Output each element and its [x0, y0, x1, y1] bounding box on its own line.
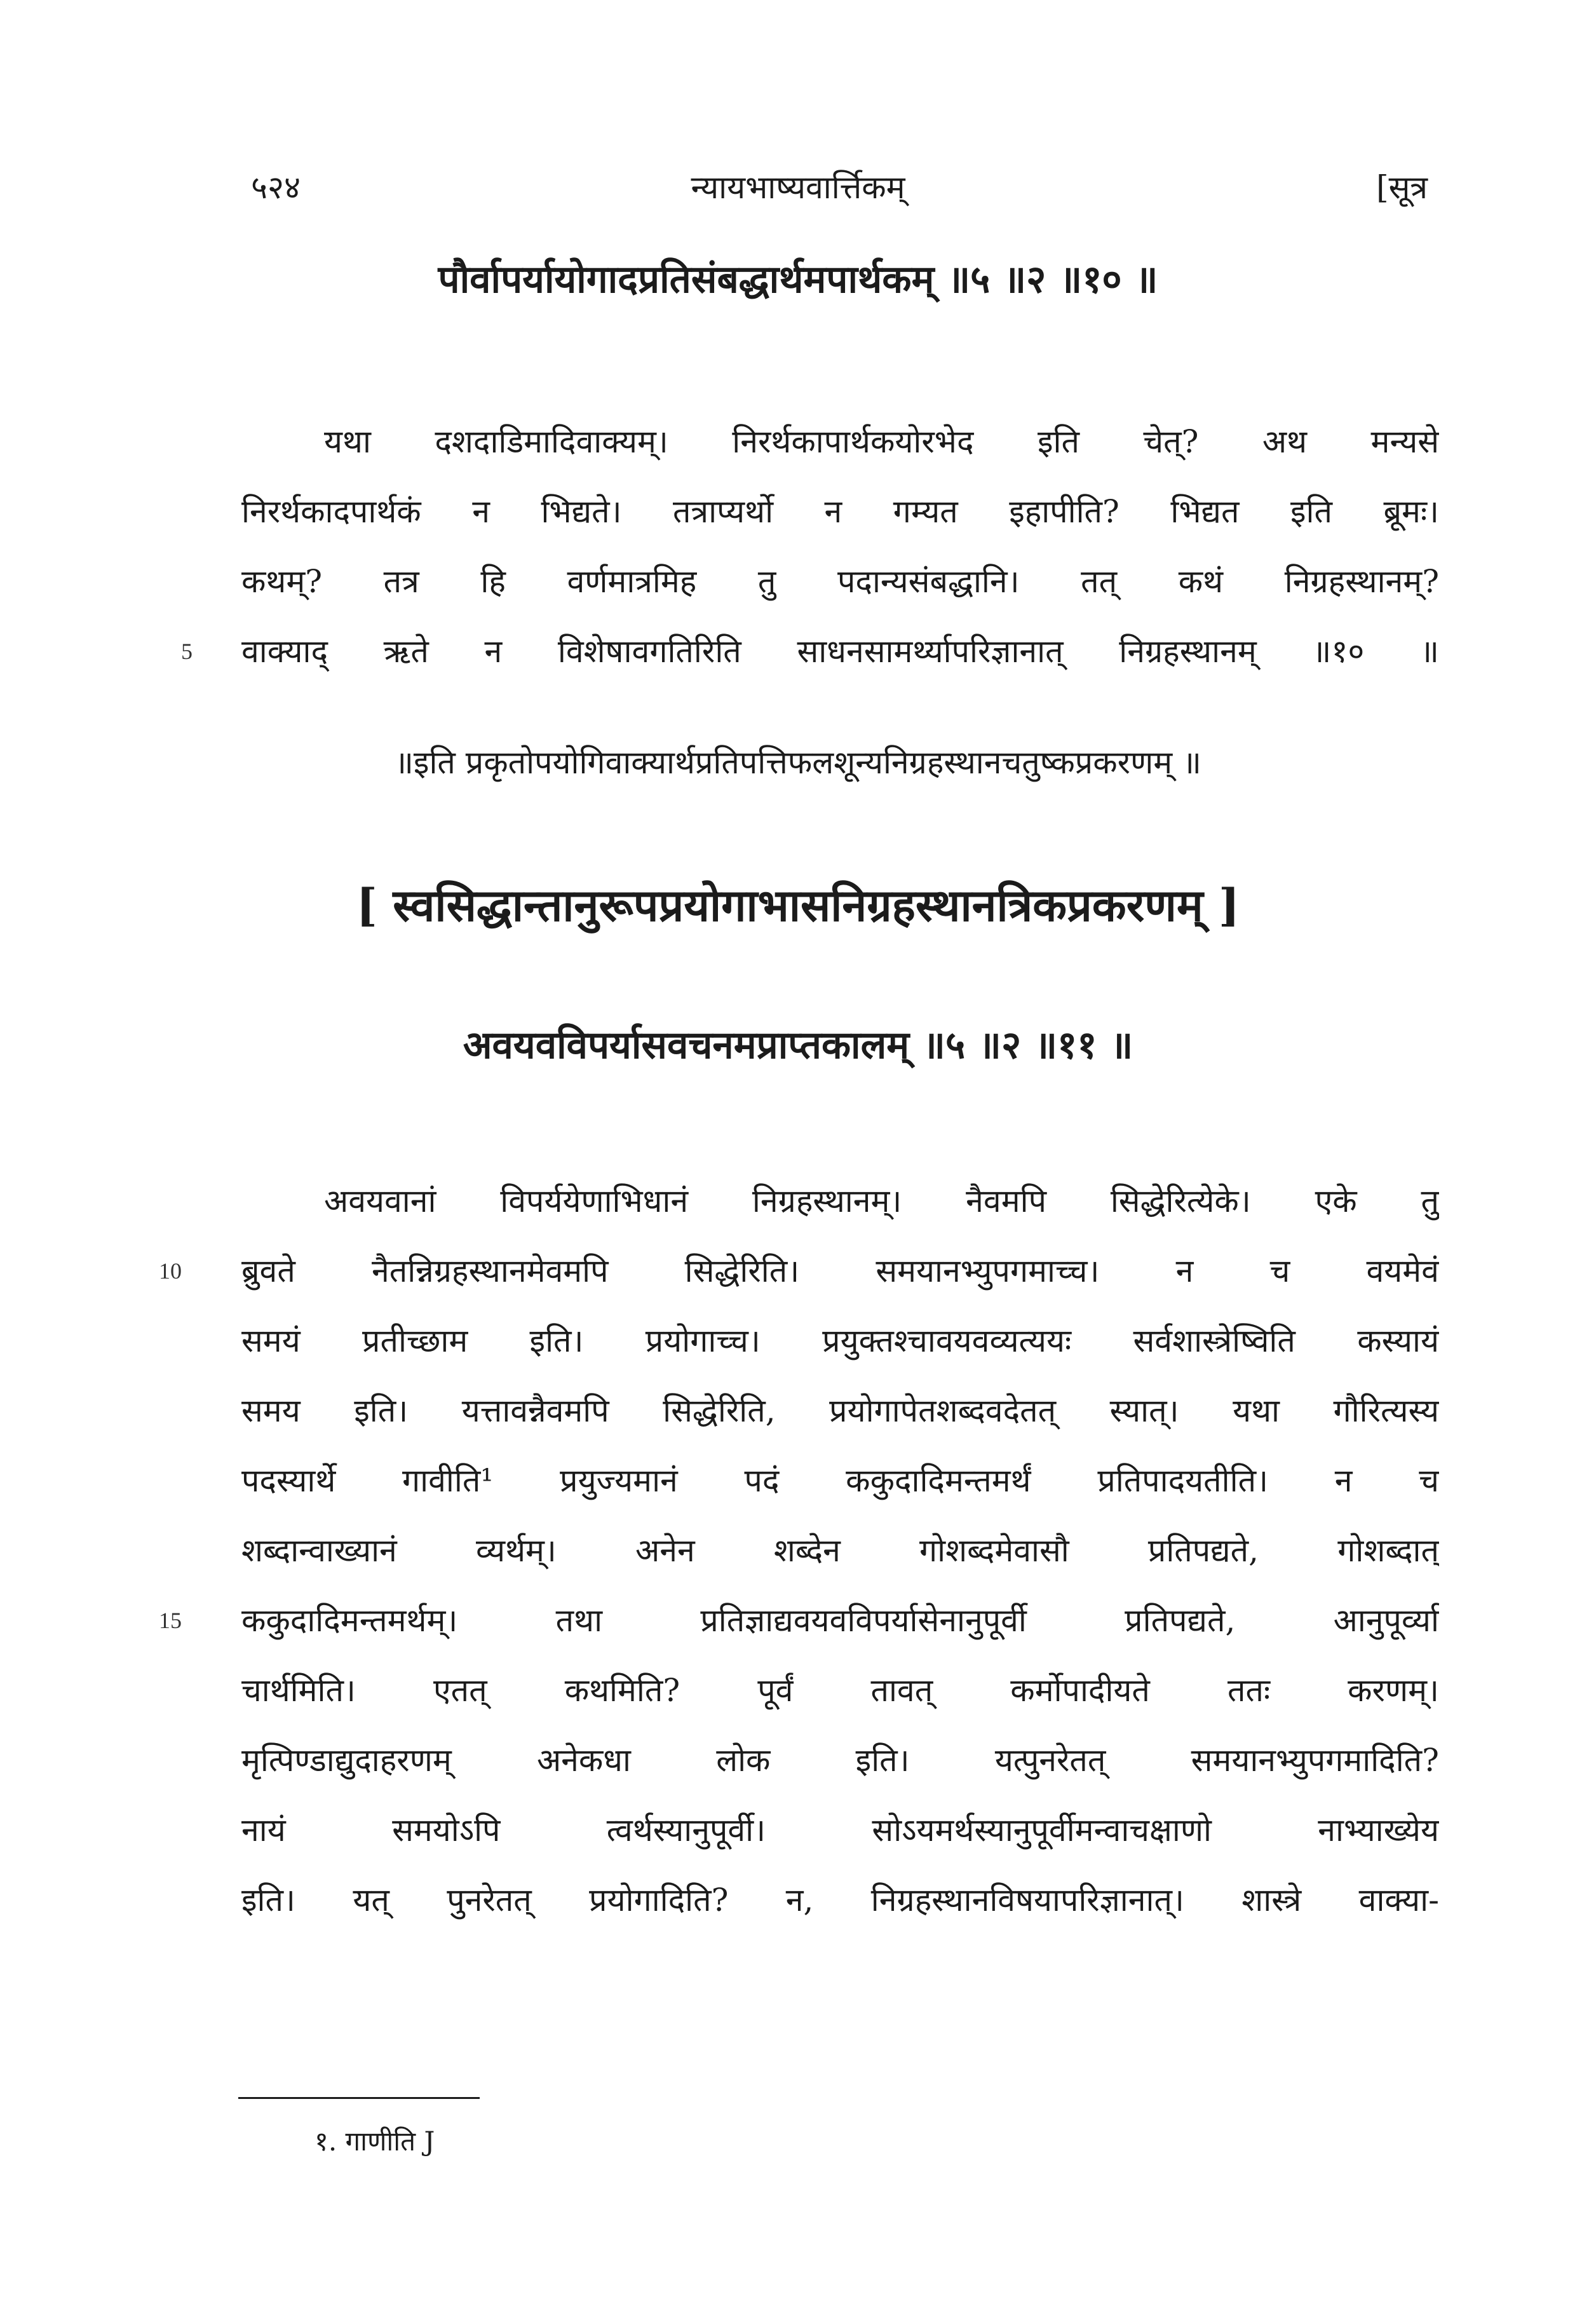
- text-line: कथम्? तत्र हि वर्णमात्रमिह तु पदान्यसंबद्धानि। तत् कथं निग्रहस्थानम्?: [241, 563, 1439, 600]
- text-line: निरर्थकादपार्थकं न भिद्यते। तत्राप्यर्थो न गम्यत इहापीति? भिद्यत इति ब्रूमः।: [241, 493, 1439, 530]
- sutra-heading-10: पौर्वापर्यायोगादप्रतिसंबद्धार्थमपार्थकम् ॥५ ॥२ ॥१० ॥: [438, 257, 1158, 302]
- text-line: वाक्याद् ऋते न विशेषावगतिरिति साधनसामर्थ्यापरिज्ञानात् निग्रहस्थानम् ॥१० ॥: [241, 633, 1439, 670]
- section-title: [ स्वसिद्धान्तानुरूपप्रयोगाभासनिग्रहस्थानत्रिकप्रकरणम् ]: [356, 879, 1240, 932]
- text-line: समय इति। यत्तावन्नैवमपि सिद्धेरिति, प्रयोगापेतशब्दवदेतत् स्यात्। यथा गौरित्यस्य: [241, 1392, 1439, 1429]
- text-line: शब्दान्वाख्यानं व्यर्थम्। अनेन शब्देन गोशब्दमेवासौ प्रतिपद्यते, गोशब्दात्: [241, 1532, 1439, 1569]
- commentary-paragraph-1: [241, 407, 1439, 686]
- footnote-rule: [238, 2097, 480, 2099]
- commentary-paragraph-2: [241, 1166, 1439, 1935]
- running-head: [0, 162, 1596, 213]
- text-line: अवयवानां विपर्ययेणाभिधानं निग्रहस्थानम्। नैवमपि सिद्धेरित्येके। एके तु: [324, 1183, 1439, 1219]
- text-line: ब्रुवते नैतन्निग्रहस्थानमेवमपि सिद्धेरिति। समयानभ्युपगमाच्च। न च वयमेवं: [241, 1253, 1439, 1289]
- text-line: इति। यत् पुनरेतत् प्रयोगादिति? न, निग्रहस्थानविषयापरिज्ञानात्। शास्त्रे वाक्या-: [241, 1882, 1439, 1918]
- colophon: ॥इति प्रकृतोपयोगिवाक्यार्थप्रतिपत्तिफलशून्यनिग्रहस्थानचतुष्कप्रकरणम् ॥: [394, 744, 1202, 781]
- text-line: पदस्यार्थे गावीति¹ प्रयुज्यमानं पदं ककुदादिमन्तमर्थं प्रतिपादयतीति। न च: [241, 1462, 1439, 1499]
- sutra-heading-11: अवयवविपर्यासवचनमप्राप्तकालम् ॥५ ॥२ ॥११ ॥: [463, 1023, 1133, 1068]
- text-line: समयं प्रतीच्छाम इति। प्रयोगाच्च। प्रयुक्तश्चावयवव्यत्ययः सर्वशास्त्रेष्विति कस्यायं: [241, 1322, 1439, 1359]
- line-number: 15: [159, 1608, 182, 1633]
- text-line: यथा दशदाडिमादिवाक्यम्। निरर्थकापार्थकयोरभेद इति चेत्? अथ मन्यसे: [324, 423, 1439, 460]
- footnote: १. गाणीति J: [314, 2126, 435, 2157]
- text-line: नायं समयोऽपि त्वर्थस्यानुपूर्वी। सोऽयमर्थस्यानुपूर्वीमन्वाचक्षाणो नाभ्याख्येय: [241, 1812, 1439, 1849]
- text-line: चार्थमिति। एतत् कथमिति? पूर्वं तावत् कर्मोपादीयते ततः करणम्।: [241, 1672, 1439, 1709]
- page-number: ५२४: [251, 169, 301, 206]
- section-marker: [सूत्र: [1376, 169, 1428, 206]
- text-line: ककुदादिमन्तमर्थम्। तथा प्रतिज्ञाद्यवयवविपर्यासेनानुपूर्वी प्रतिपद्यते, आनुपूर्व्या: [241, 1602, 1439, 1639]
- line-number: 5: [181, 639, 193, 664]
- book-title: न्यायभाष्यवार्त्तिकम्: [691, 169, 905, 206]
- line-number: 10: [159, 1258, 182, 1284]
- text-line: मृत्पिण्डाद्युदाहरणम् अनेकधा लोक इति। यत्पुनरेतत् समयानभ्युपगमादिति?: [241, 1742, 1439, 1779]
